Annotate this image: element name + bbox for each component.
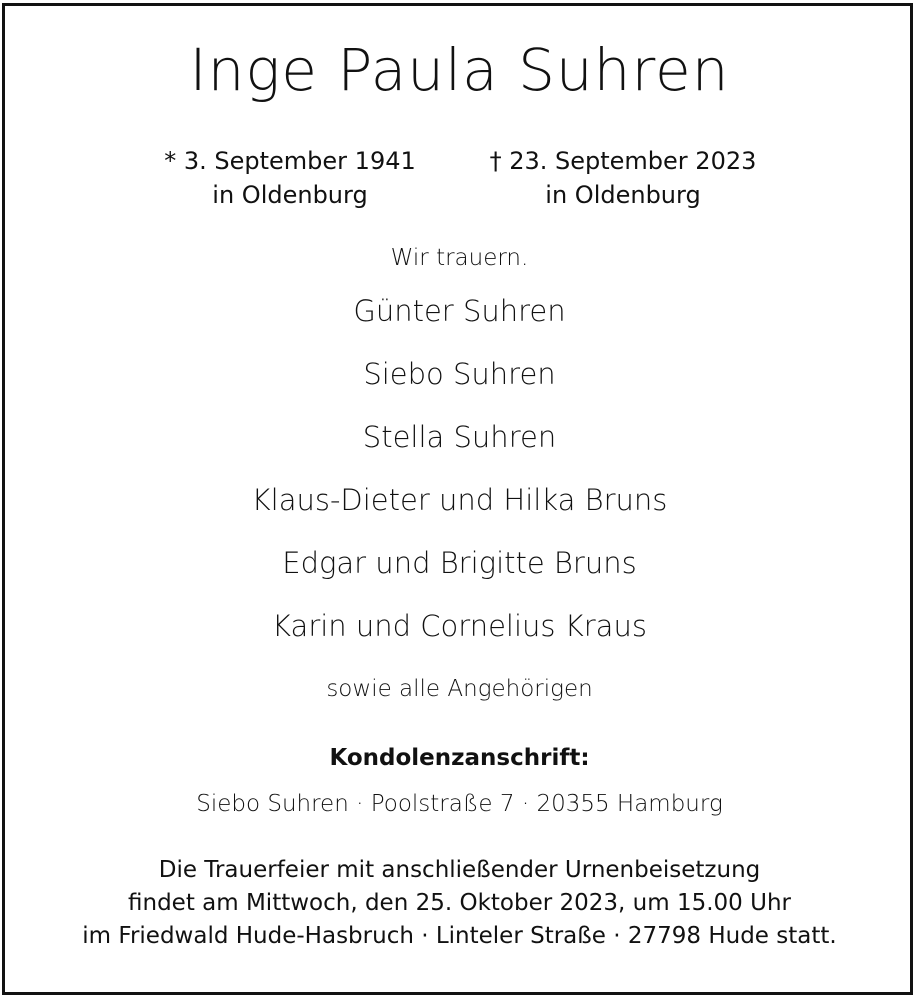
mourner-name: Stella Suhren [362, 420, 557, 454]
birth-block [140, 144, 440, 212]
life-dates [0, 144, 919, 214]
birth-date: * 3. September 1941 [164, 147, 416, 175]
mourner-name: Siebo Suhren [363, 357, 556, 391]
mourner-name: Günter Suhren [353, 294, 566, 328]
other-relatives: sowie alle Angehörigen [326, 676, 593, 702]
ceremony-line: im Friedwald Hude-Hasbruch · Linteler Straße · 27798 Hude statt. [82, 923, 837, 949]
mourning-intro: Wir trauern. [390, 245, 529, 271]
mourner-name: Edgar und Brigitte Bruns [282, 546, 637, 580]
ceremony-notice [0, 854, 919, 953]
mourner-name: Karin und Cornelius Kraus [272, 609, 647, 643]
condolence-address: Siebo Suhren · Poolstraße 7 · 20355 Hamburg [196, 791, 723, 817]
ceremony-line: findet am Mittwoch, den 25. Oktober 2023, um 15.00 Uhr [128, 890, 791, 916]
deceased-name: Inge Paula Suhren [189, 36, 730, 104]
condolence-heading: Kondolenzanschrift: [329, 745, 590, 771]
death-place: in Oldenburg [545, 181, 701, 209]
birth-place: in Oldenburg [212, 181, 368, 209]
death-date: † 23. September 2023 [489, 147, 757, 175]
ceremony-line: Die Trauerfeier mit anschließender Urnenbeisetzung [158, 857, 761, 883]
mourner-name: Klaus-Dieter und Hilka Bruns [251, 483, 668, 517]
death-block [468, 144, 778, 212]
